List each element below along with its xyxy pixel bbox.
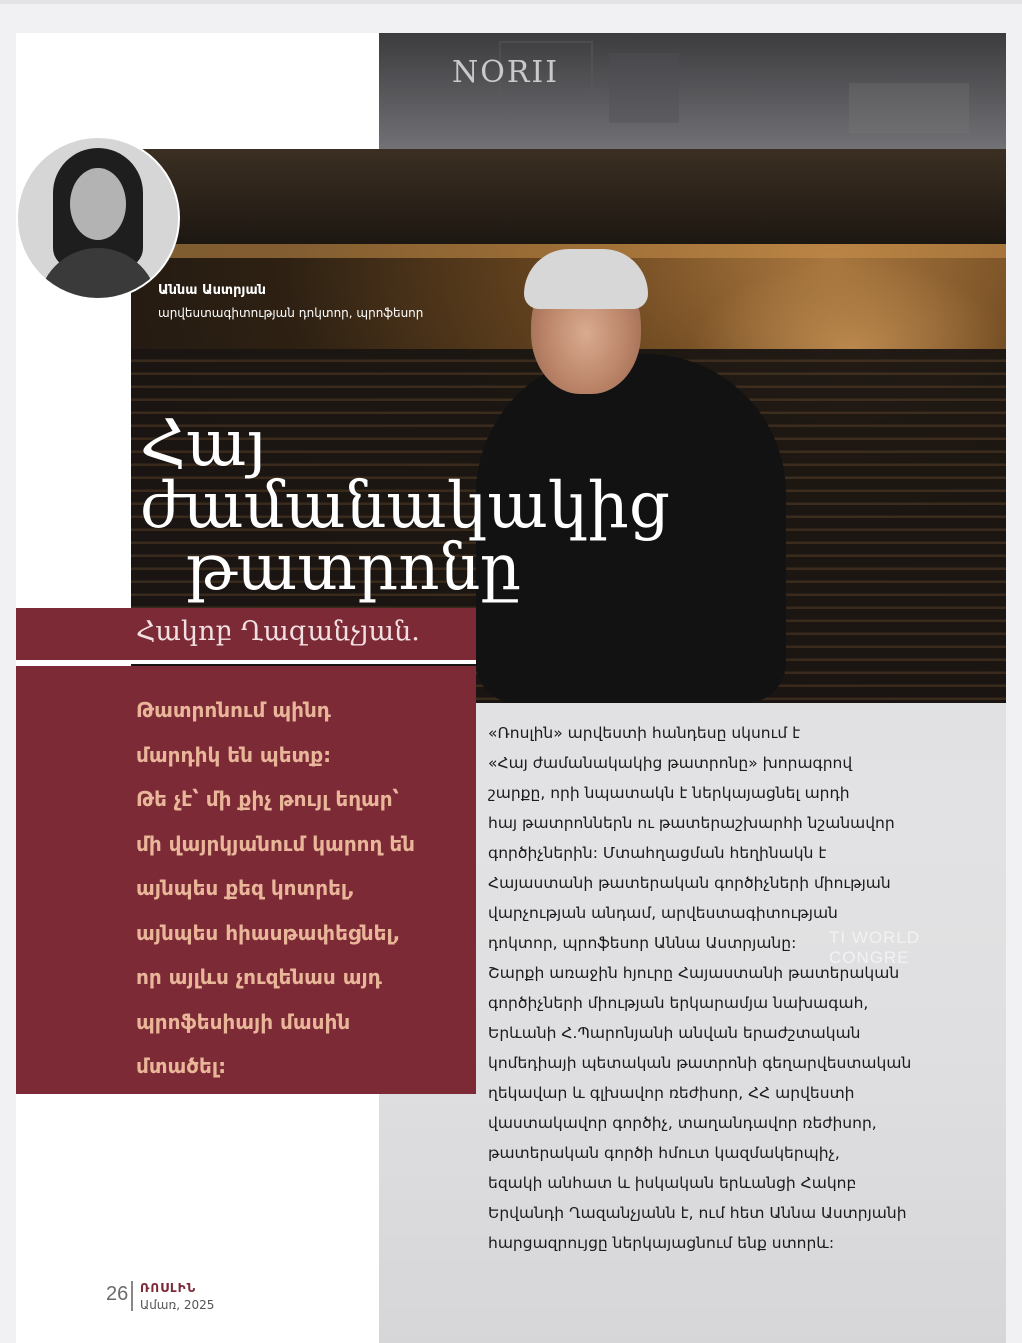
body-line: կոմեդիայի պետական թատրոնի գեղարվեստական bbox=[488, 1054, 912, 1072]
interviewee-name: Հակոբ Ղազանչյան. bbox=[136, 616, 420, 647]
portrait-face bbox=[70, 168, 126, 240]
quote-line: պրոֆեսիայի մասին bbox=[136, 1009, 351, 1034]
body-line: Շարքի առաջին հյուրը Հայաստանի թատերական bbox=[488, 964, 900, 982]
quote-line: այնպես հիասթափեցնել, bbox=[136, 920, 401, 945]
article-title bbox=[140, 407, 670, 605]
body-line: հարցազրույցը ներկայացնում ենք ստորև: bbox=[488, 1234, 835, 1252]
title-line-3: թատրոնը bbox=[186, 531, 521, 605]
magazine-name: ՌՈՍԼԻՆ bbox=[140, 1281, 197, 1295]
body-line: Երվանդի Ղազանչյանն է, ում հետ Աննա Աստրյանի bbox=[488, 1204, 907, 1222]
body-line: Հայաստանի թատերական գործիչների միության bbox=[488, 874, 891, 892]
collage-photo bbox=[609, 53, 679, 123]
body-line: գործիչների միության երկարամյա նախագահ, bbox=[488, 994, 869, 1012]
body-line: դոկտոր, պրոֆեսոր Աննա Աստրյանը: bbox=[488, 934, 797, 952]
body-line: շարքը, որի նպատակն է ներկայացնել արդի bbox=[488, 784, 850, 802]
person-hair bbox=[524, 249, 648, 309]
quote-line: մի վայրկյանում կարող են bbox=[136, 831, 416, 856]
quote-line: որ այլևս չուզենաս այդ bbox=[136, 965, 382, 989]
pull-quote bbox=[136, 688, 471, 1089]
interviewee-bar bbox=[16, 608, 476, 660]
body-line: Երևանի Հ.Պարոնյանի անվան երաժշտական bbox=[488, 1024, 861, 1042]
collage-banner-text: TI WORLD CONGRE bbox=[829, 928, 921, 967]
page-number: 26 bbox=[106, 1283, 129, 1305]
author-role: արվեստագիտության դոկտոր, պրոֆեսոր bbox=[158, 306, 424, 320]
divider bbox=[16, 660, 476, 664]
body-line: «Ռոսլին» արվեստի հանդեսը սկսում է bbox=[488, 724, 801, 742]
body-line: հայ թատրոններն ու թատերաշխարհի նշանավոր bbox=[488, 814, 895, 832]
title-line-1: Հայ bbox=[140, 407, 267, 481]
issue-date: Ամառ, 2025 bbox=[140, 1298, 215, 1312]
quote-line: Թատրոնում պինդ bbox=[136, 698, 331, 722]
body-line: ղեկավար և գլխավոր ռեժիսոր, ՀՀ արվեստի bbox=[488, 1084, 855, 1102]
footer-divider bbox=[131, 1281, 133, 1311]
article-intro bbox=[488, 718, 988, 1258]
collage-flyer bbox=[849, 83, 969, 133]
title-line-2: ժամանակակից bbox=[140, 469, 670, 543]
theater-balcony bbox=[131, 149, 1006, 244]
top-edge bbox=[0, 0, 1022, 4]
body-line: վարչության անդամ, արվեստագիտության bbox=[488, 904, 838, 922]
quote-line: մարդիկ են պետք: bbox=[136, 742, 332, 767]
quote-line: մտածել: bbox=[136, 1054, 227, 1078]
collage-logo-text: NORII bbox=[452, 55, 560, 90]
author-portrait bbox=[16, 136, 180, 300]
body-line: գործիչներին: Մտահղացման հեղինակն է bbox=[488, 844, 827, 862]
quote-line: Թե չէ՝ մի քիչ թույլ եղար՝ bbox=[136, 787, 399, 811]
body-line: վաստակավոր գործիչ, տաղանդավոր ռեժիսոր, bbox=[488, 1114, 877, 1132]
body-line: «Հայ ժամանակակից թատրոնը» խորագրով bbox=[488, 754, 853, 772]
quote-line: այնպես քեզ կոտրել, bbox=[136, 876, 355, 900]
author-name: Աննա Աստրյան bbox=[158, 283, 266, 298]
body-line: եզակի անհատ և իսկական երևանցի Հակոբ bbox=[488, 1174, 857, 1192]
body-line: թատերական գործի հմուտ կազմակերպիչ, bbox=[488, 1144, 840, 1162]
magazine-page bbox=[16, 33, 1006, 1343]
